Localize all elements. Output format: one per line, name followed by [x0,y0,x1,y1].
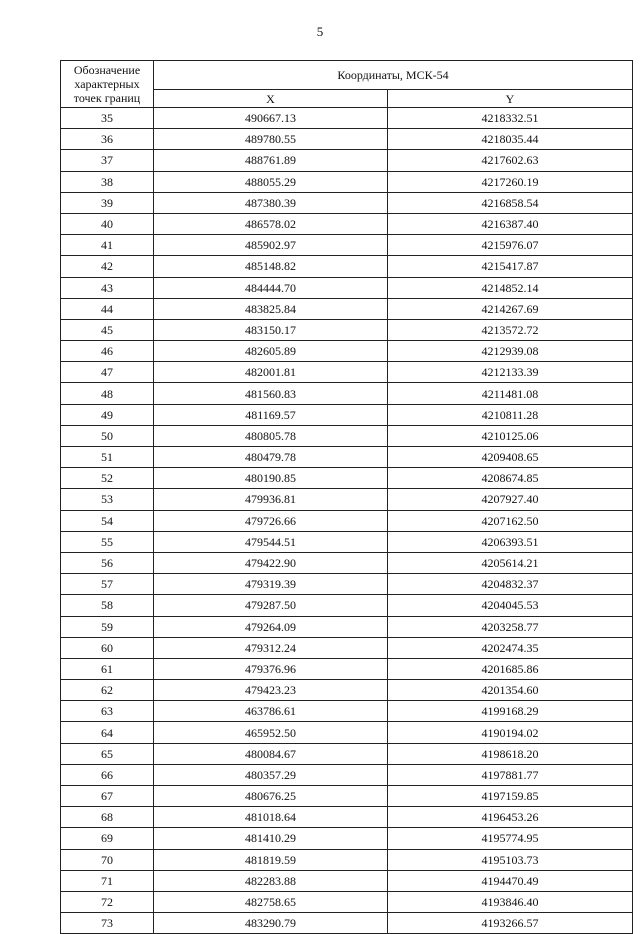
cell-y: 4207162.50 [388,510,633,531]
cell-y: 4208674.85 [388,468,633,489]
cell-x: 482283.88 [154,870,388,891]
cell-point-number: 37 [61,150,154,171]
table-row [61,383,633,404]
cell-y: 4201685.86 [388,658,633,679]
header-coordinates: Координаты, МСК-54 [154,61,633,90]
cell-x: 481018.64 [154,807,388,828]
table-header [61,61,633,108]
table-row [61,891,633,912]
cell-x: 489780.55 [154,129,388,150]
cell-x: 484444.70 [154,277,388,298]
table-row [61,235,633,256]
cell-y: 4216387.40 [388,213,633,234]
cell-point-number: 61 [61,658,154,679]
coordinates-table [60,60,633,934]
cell-point-number: 43 [61,277,154,298]
cell-point-number: 54 [61,510,154,531]
cell-x: 479319.39 [154,574,388,595]
cell-y: 4203258.77 [388,616,633,637]
table-body [61,108,633,934]
cell-x: 482758.65 [154,891,388,912]
table-row [61,764,633,785]
cell-x: 480479.78 [154,447,388,468]
cell-y: 4197159.85 [388,786,633,807]
cell-x: 479264.09 [154,616,388,637]
table-row [61,722,633,743]
table-row [61,256,633,277]
cell-y: 4214267.69 [388,298,633,319]
cell-x: 463786.61 [154,701,388,722]
cell-y: 4217260.19 [388,171,633,192]
cell-x: 486578.02 [154,213,388,234]
cell-x: 480357.29 [154,764,388,785]
header-boundary-points: Обозначение характерных точек границ [61,61,154,108]
table-row [61,298,633,319]
cell-point-number: 65 [61,743,154,764]
table-row [61,129,633,150]
table-row [61,192,633,213]
cell-x: 485148.82 [154,256,388,277]
cell-point-number: 70 [61,849,154,870]
table-row [61,425,633,446]
cell-y: 4207927.40 [388,489,633,510]
cell-point-number: 58 [61,595,154,616]
cell-y: 4206393.51 [388,531,633,552]
cell-y: 4214852.14 [388,277,633,298]
header-y: Y [388,90,633,108]
cell-x: 481560.83 [154,383,388,404]
cell-y: 4202474.35 [388,637,633,658]
table-row [61,828,633,849]
cell-x: 480676.25 [154,786,388,807]
cell-y: 4195103.73 [388,849,633,870]
cell-point-number: 49 [61,404,154,425]
cell-y: 4218035.44 [388,129,633,150]
cell-point-number: 36 [61,129,154,150]
cell-x: 479544.51 [154,531,388,552]
cell-y: 4198618.20 [388,743,633,764]
cell-point-number: 64 [61,722,154,743]
table-row [61,319,633,340]
cell-x: 479726.66 [154,510,388,531]
cell-y: 4215976.07 [388,235,633,256]
cell-point-number: 71 [61,870,154,891]
cell-point-number: 62 [61,680,154,701]
table-row [61,870,633,891]
cell-x: 488761.89 [154,150,388,171]
table-row [61,807,633,828]
cell-x: 481819.59 [154,849,388,870]
cell-x: 480084.67 [154,743,388,764]
table-row [61,595,633,616]
cell-x: 483290.79 [154,913,388,934]
cell-y: 4195774.95 [388,828,633,849]
cell-x: 479312.24 [154,637,388,658]
table-row [61,341,633,362]
cell-point-number: 42 [61,256,154,277]
header-x: X [154,90,388,108]
table-row [61,213,633,234]
cell-y: 4199168.29 [388,701,633,722]
cell-x: 479422.90 [154,552,388,573]
cell-x: 479376.96 [154,658,388,679]
cell-y: 4209408.65 [388,447,633,468]
cell-x: 480805.78 [154,425,388,446]
table-row [61,574,633,595]
cell-point-number: 51 [61,447,154,468]
cell-y: 4193266.57 [388,913,633,934]
cell-y: 4218332.51 [388,108,633,129]
table-row [61,171,633,192]
table-row [61,510,633,531]
cell-y: 4205614.21 [388,552,633,573]
cell-y: 4204045.53 [388,595,633,616]
cell-y: 4212939.08 [388,341,633,362]
cell-point-number: 67 [61,786,154,807]
cell-y: 4213572.72 [388,319,633,340]
table-row [61,531,633,552]
cell-x: 481169.57 [154,404,388,425]
cell-x: 485902.97 [154,235,388,256]
cell-point-number: 63 [61,701,154,722]
cell-point-number: 73 [61,913,154,934]
cell-x: 480190.85 [154,468,388,489]
cell-y: 4190194.02 [388,722,633,743]
cell-point-number: 39 [61,192,154,213]
table-row [61,489,633,510]
cell-y: 4217602.63 [388,150,633,171]
page-number: 5 [316,24,324,39]
cell-y: 4197881.77 [388,764,633,785]
table-row [61,743,633,764]
cell-x: 482605.89 [154,341,388,362]
table-row [61,552,633,573]
cell-x: 487380.39 [154,192,388,213]
cell-point-number: 38 [61,171,154,192]
cell-point-number: 40 [61,213,154,234]
cell-point-number: 55 [61,531,154,552]
table-row [61,701,633,722]
table-row [61,468,633,489]
cell-point-number: 66 [61,764,154,785]
cell-point-number: 50 [61,425,154,446]
table-row [61,404,633,425]
cell-point-number: 47 [61,362,154,383]
cell-x: 482001.81 [154,362,388,383]
cell-x: 483150.17 [154,319,388,340]
cell-point-number: 53 [61,489,154,510]
cell-x: 479287.50 [154,595,388,616]
cell-point-number: 41 [61,235,154,256]
cell-point-number: 59 [61,616,154,637]
cell-x: 479423.23 [154,680,388,701]
table-row [61,849,633,870]
table-row [61,616,633,637]
cell-y: 4211481.08 [388,383,633,404]
table-row [61,362,633,383]
cell-point-number: 60 [61,637,154,658]
cell-y: 4204832.37 [388,574,633,595]
table-row [61,658,633,679]
table-row [61,637,633,658]
cell-x: 479936.81 [154,489,388,510]
cell-point-number: 45 [61,319,154,340]
cell-y: 4194470.49 [388,870,633,891]
cell-x: 465952.50 [154,722,388,743]
cell-point-number: 35 [61,108,154,129]
table-row [61,108,633,129]
cell-point-number: 44 [61,298,154,319]
cell-y: 4201354.60 [388,680,633,701]
cell-point-number: 68 [61,807,154,828]
cell-point-number: 56 [61,552,154,573]
cell-y: 4216858.54 [388,192,633,213]
cell-y: 4210125.06 [388,425,633,446]
table-row [61,150,633,171]
cell-point-number: 69 [61,828,154,849]
cell-point-number: 46 [61,341,154,362]
table-row [61,680,633,701]
cell-x: 483825.84 [154,298,388,319]
cell-y: 4193846.40 [388,891,633,912]
table-row [61,786,633,807]
cell-x: 490667.13 [154,108,388,129]
cell-point-number: 48 [61,383,154,404]
cell-point-number: 57 [61,574,154,595]
table-row [61,447,633,468]
cell-y: 4215417.87 [388,256,633,277]
cell-point-number: 52 [61,468,154,489]
cell-y: 4210811.28 [388,404,633,425]
table-row [61,277,633,298]
cell-point-number: 72 [61,891,154,912]
cell-x: 481410.29 [154,828,388,849]
table-row [61,913,633,934]
cell-x: 488055.29 [154,171,388,192]
cell-y: 4212133.39 [388,362,633,383]
cell-y: 4196453.26 [388,807,633,828]
